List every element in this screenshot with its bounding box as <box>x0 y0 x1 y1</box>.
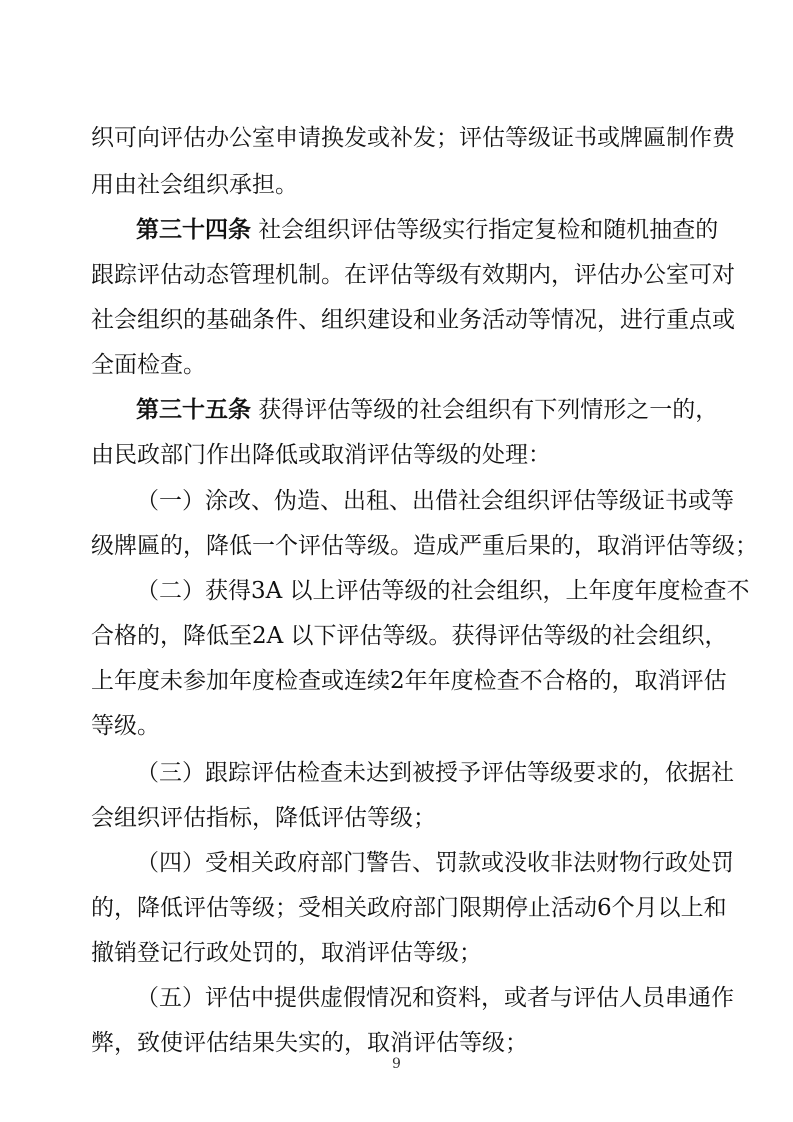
text-line: （一）涂改、伪造、出租、出借社会组织评估等级证书或等 <box>136 488 734 514</box>
text-line: 跟踪评估动态管理机制。在评估等级有效期内，评估办公室可对 <box>91 262 735 288</box>
text-line: 全面检查。 <box>91 352 206 378</box>
text-line: 级牌匾的，降低一个评估等级。造成严重后果的，取消评估等级； <box>91 533 758 559</box>
text-line: 获得评估等级的社会组织有下列情形之一的， <box>251 397 719 423</box>
text-line: 撤销登记行政处罚的，取消评估等级； <box>91 940 482 966</box>
text-line: 织可向评估办公室申请换发或补发；评估等级证书或牌匾制作费 <box>91 125 735 151</box>
page-number: 9 <box>392 1056 401 1072</box>
text-line: 上年度未参加年度检查或连续2年年度检查不合格的，取消评估 <box>91 668 727 694</box>
text-line: 的，降低评估等级；受相关政府部门限期停止活动6个月以上和 <box>91 895 727 921</box>
text-line: 社会组织评估等级实行指定复检和随机抽查的 <box>251 217 719 243</box>
text-line: 会组织评估指标，降低评估等级； <box>91 805 436 831</box>
text-line: 由民政部门作出降低或取消评估等级的处理： <box>91 442 551 468</box>
text-line: 用由社会组织承担。 <box>91 172 298 198</box>
article-35-heading-line <box>136 395 719 425</box>
article-number: 第三十五条 <box>136 396 251 423</box>
text-line: （三）跟踪评估检查未达到被授予评估等级要求的，依据社 <box>136 760 734 786</box>
text-line: （四）受相关政府部门警告、罚款或没收非法财物行政处罚 <box>136 850 734 876</box>
article-34-heading-line <box>136 215 719 245</box>
text-line: 弊，致使评估结果失实的，取消评估等级； <box>91 1030 528 1056</box>
text-line: 社会组织的基础条件、组织建设和业务活动等情况，进行重点或 <box>91 307 735 333</box>
text-line: （二）获得3A 以上评估等级的社会组织，上年度年度检查不 <box>136 578 750 604</box>
text-line: （五）评估中提供虚假情况和资料，或者与评估人员串通作 <box>136 985 734 1011</box>
text-line: 合格的，降低至2A 以下评估等级。获得评估等级的社会组织， <box>91 623 728 649</box>
article-number: 第三十四条 <box>136 216 251 243</box>
text-line: 等级。 <box>91 713 160 739</box>
